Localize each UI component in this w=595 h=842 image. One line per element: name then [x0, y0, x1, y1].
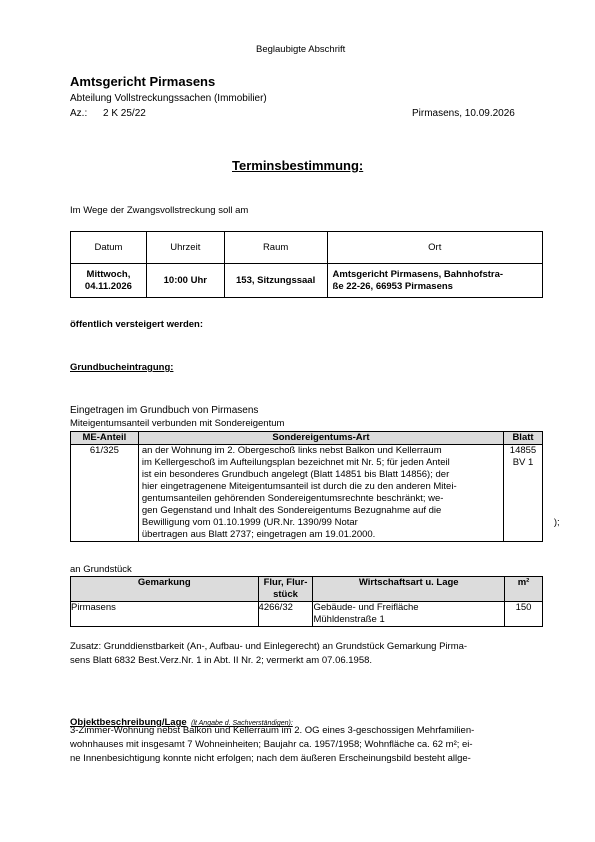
- header-cell: Blatt: [504, 432, 543, 445]
- appointment-time: 10:00 Uhr: [146, 264, 224, 298]
- registered-line: Miteigentumsanteil verbunden mit Sondereigentum: [70, 418, 285, 429]
- blatt-value: 14855 BV 1: [504, 445, 543, 542]
- header-cell: Wirtschaftsart u. Lage: [313, 577, 505, 602]
- appointment-place: Amtsgericht Pirmasens, Bahnhofstra- ße 22-26, 66953 Pirmasens: [327, 264, 542, 298]
- header-cell: Raum: [224, 232, 327, 264]
- case-number-label: Az.:: [70, 108, 88, 119]
- parcel-flur: 4266/32: [258, 602, 313, 627]
- header-cell: ME-Anteil: [71, 432, 139, 445]
- header-cell: Datum: [71, 232, 147, 264]
- copy-note: Beglaubigte Abschrift: [256, 44, 346, 55]
- case-number: 2 K 25/22: [103, 108, 146, 119]
- auction-note: öffentlich versteigert werden:: [70, 319, 204, 330]
- grundbuch-heading: Grundbucheintragung:: [70, 362, 174, 373]
- header-cell: m²: [505, 577, 543, 602]
- intro-text: Im Wege der Zwangsvollstreckung soll am: [70, 205, 249, 216]
- share-table: [70, 431, 560, 542]
- parcel-gemarkung: Pirmasens: [71, 602, 259, 627]
- header-cell: Uhrzeit: [146, 232, 224, 264]
- zusatz-line: sens Blatt 6832 Best.Verz.Nr. 1 in Abt. II Nr. 2; vermerkt am 07.06.1958.: [70, 655, 373, 666]
- share-value: 61/325: [71, 445, 139, 542]
- department: Abteilung Vollstreckungssachen (Immobilier): [70, 93, 267, 104]
- header-cell: Sondereigentums-Art: [138, 432, 503, 445]
- object-heading: Objektbeschreibung/Lage (lt Angabe d. Sachverständigen):: [70, 717, 293, 728]
- place-date: Pirmasens, 10.09.2026: [412, 108, 515, 119]
- parcel-row: [71, 602, 543, 627]
- parcel-area: 150: [505, 602, 543, 627]
- zusatz-line: Zusatz: Grunddienstbarkeit (An-, Aufbau- und Einlegerecht) an Grundstück Gemarkung Pirma-: [70, 641, 468, 652]
- appointment-table: [70, 231, 543, 298]
- share-description: an der Wohnung im 2. Obergeschoß links nebst Balkon und Kellerraum im Kellergeschoß im Aufteilungsplan bezeichnet mit Nr. 5; für jeden Anteil ist ein besonderes Grundbuch angelegt (Blatt 14851 bis Blatt 14856); der hier eingetragenene Miteigentumsanteil ist durch die zu den anderen Mitei- gentumsanteilen gehörenden Sondereigentumsrechnte beschränkt; we- gen Gegenstand und Inhalt des Sondereigentums Bezugnahme auf die Bewilligung vom 01.10.1999 (UR.Nr. 1390/99 Notar ); übertragen aus Blatt 2737; eingetragen am 19.01.2000.: [138, 445, 503, 542]
- header-cell: Ort: [327, 232, 542, 264]
- parcel-table-header: [71, 577, 543, 602]
- parcel-usage: Gebäude- und Freifläche Mühldenstraße 1: [313, 602, 505, 627]
- share-table-header: [71, 432, 543, 445]
- appointment-room: 153, Sitzungssaal: [224, 264, 327, 298]
- object-line: 3-Zimmer-Wohnung nebst Balkon und Kellerraum im 2. OG eines 3-geschossigen Mehrfamilien-: [70, 725, 475, 736]
- page-title: Terminsbestimmung:: [232, 158, 364, 173]
- parcel-table: [70, 576, 543, 627]
- appointment-date: Mittwoch, 04.11.2026: [71, 264, 147, 298]
- court-name: Amtsgericht Pirmasens: [70, 74, 216, 89]
- object-line: wohnhauses mit insgesamt 7 Wohneinheiten; Baujahr ca. 1957/1958; Wohnfläche ca. 62 m²; ei-: [70, 739, 473, 750]
- grundstueck-label: an Grundstück: [70, 564, 132, 575]
- share-row: [71, 445, 543, 542]
- appointment-row: [71, 264, 543, 298]
- header-cell: Gemarkung: [71, 577, 259, 602]
- header-cell: Flur, Flur- stück: [258, 577, 313, 602]
- object-line: ne Innenbesichtigung konnte nicht erfolgen; nach dem äußeren Erscheinungsbild besteht allge-: [70, 753, 471, 764]
- registered-line: Eingetragen im Grundbuch von Pirmasens: [70, 405, 259, 416]
- appointment-table-header: [71, 232, 543, 264]
